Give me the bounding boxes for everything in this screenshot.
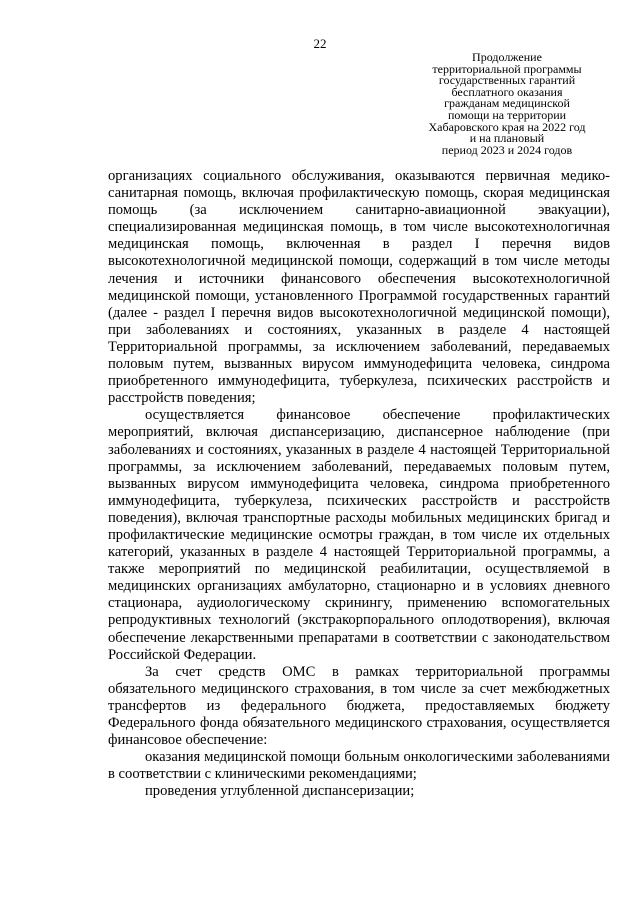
paragraph: оказания медицинской помощи больным онкологическими заболеваниями в соответствии с клиническими рекомендациями;: [108, 749, 610, 783]
header-line: помощи на территории: [447, 107, 567, 122]
document-header: [407, 52, 607, 156]
header-line: гражданам медицинской: [444, 96, 570, 111]
header-line: государственных гарантий: [438, 73, 576, 88]
page-number: 22: [313, 36, 327, 51]
document-body: [108, 168, 610, 800]
header-line: Хабаровского края на 2022 год: [428, 119, 586, 134]
header-line: период 2023 и 2024 годов: [441, 142, 573, 157]
paragraph: осуществляется финансовое обеспечение профилактических мероприятий, включая диспансеризацию, диспансерное наблюдение (при заболеваниях и состояниях, указанных в разделе 4 настоящей Территориальной программы, за исключением заболеваний, передаваемых половым путем, вызванных вирусом иммунодефицита человека, синдрома приобретенного иммунодефицита, туберкулеза, психических расстройств и расстройств поведения), включая транспортные расходы мобильных медицинских бригад и профилактические медицинские осмотры граждан, в том числе их отдельных категорий, указанных в разделе 4 настоящей Территориальной программы, а также мероприятий по медицинской реабилитации, осуществляемой в медицинских организациях амбулаторно, стационарно и в условиях дневного стационара, аудиологическому скринингу, применению вспомогательных репродуктивных технологий (экстракорпорального оплодотворения), включая обеспечение лекарственными препаратами в соответствии с законодательством Российской Федерации.: [108, 407, 610, 663]
header-line: бесплатного оказания: [451, 84, 563, 99]
paragraph: За счет средств ОМС в рамках территориальной программы обязательного медицинского страхования, в том числе за счет межбюджетных трансфертов из федерального бюджета, предоставляемых бюджету Федерального фонда обязательного медицинского страхования, осуществляется финансовое обеспечение:: [108, 663, 610, 749]
header-line: и на плановый: [469, 131, 545, 146]
header-line: Продолжение: [472, 50, 542, 64]
paragraph: проведения углубленной диспансеризации;: [145, 783, 415, 800]
paragraph: организациях социального обслуживания, оказываются первичная медико-санитарная помощь, включая профилактическую помощь, скорая медицинская помощь (за исключением санитарно-авиационной эвакуации), специализированная медицинская помощь, в том числе высокотехнологичная медицинская помощь, включенная в раздел I перечня видов высокотехнологичной медицинской помощи, содержащий в том числе методы лечения и источники финансового обеспечения высокотехнологичной медицинской помощи, установленного Программой государственных гарантий (далее - раздел I перечня видов высокотехнологичной медицинской помощи), при заболеваниях и состояниях, указанных в разделе 4 настоящей Территориальной программы, за исключением заболеваний, передаваемых половым путем, вызванных вирусом иммунодефицита человека, синдрома приобретенного иммунодефицита, туберкулеза, психических расстройств и расстройств поведения;: [108, 168, 610, 407]
header-line: территориальной программы: [432, 61, 582, 76]
